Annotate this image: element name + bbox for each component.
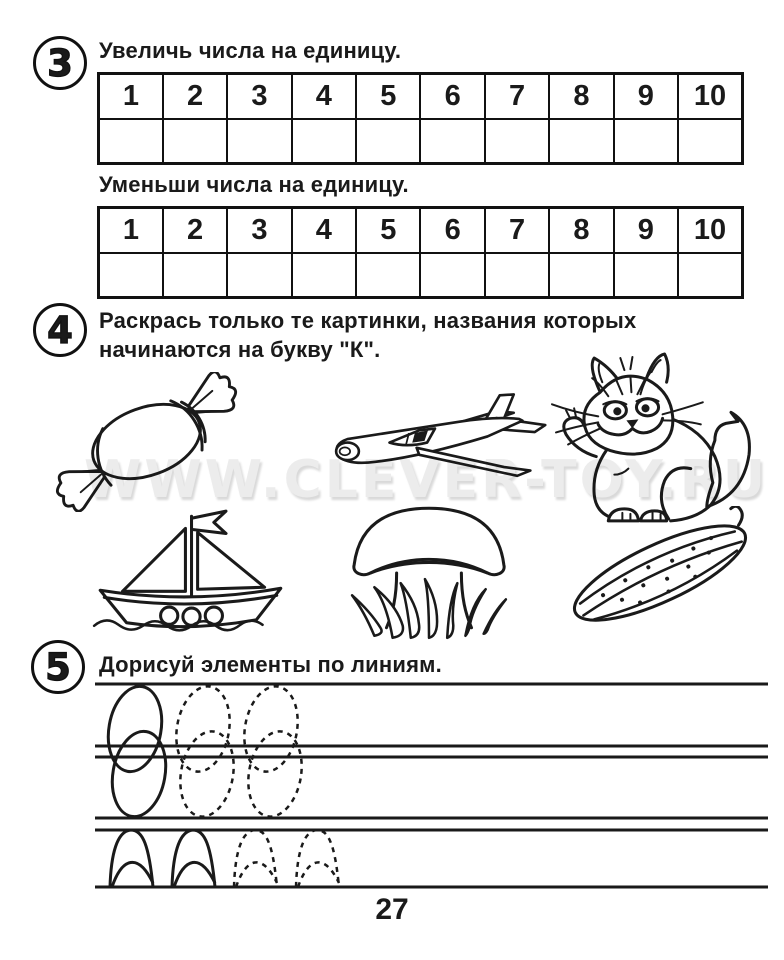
answer-row [99, 253, 743, 298]
number-cell: 7 [485, 208, 549, 253]
number-cell: 2 [163, 208, 227, 253]
answer-cell[interactable] [99, 253, 163, 298]
answer-cell[interactable] [163, 119, 227, 164]
solid-arch-element [172, 830, 215, 887]
number-cell: 2 [163, 74, 227, 119]
number-row [99, 208, 743, 253]
number-cell: 10 [678, 74, 742, 119]
solid-oval-element [102, 682, 172, 821]
answer-row [99, 119, 743, 164]
numbers-table-increase [97, 72, 744, 165]
answer-cell[interactable] [99, 119, 163, 164]
number-cell: 9 [614, 74, 678, 119]
number-cell: 5 [356, 74, 420, 119]
number-row [99, 74, 743, 119]
number-cell: 8 [549, 208, 613, 253]
number-cell: 10 [678, 208, 742, 253]
answer-cell[interactable] [292, 119, 356, 164]
answer-cell[interactable] [356, 253, 420, 298]
task3-badge [33, 36, 87, 90]
task5-number: 5 [45, 645, 71, 689]
answer-cell[interactable] [292, 253, 356, 298]
task4-instruction-line2: начинаются на букву "К". [99, 337, 381, 362]
ruled-lines [95, 684, 768, 887]
number-cell: 6 [420, 208, 484, 253]
answer-cell[interactable] [485, 119, 549, 164]
mushroom-picture[interactable] [344, 498, 514, 640]
cucumber-picture[interactable] [556, 506, 764, 636]
answer-cell[interactable] [678, 253, 742, 298]
answer-cell[interactable] [356, 119, 420, 164]
dashed-arch-element[interactable] [296, 830, 339, 887]
number-cell: 6 [420, 74, 484, 119]
number-cell: 8 [549, 74, 613, 119]
task3-number: 3 [47, 41, 73, 85]
answer-cell[interactable] [227, 119, 291, 164]
number-cell: 5 [356, 208, 420, 253]
boat-picture[interactable] [86, 506, 294, 633]
number-cell: 1 [99, 74, 163, 119]
answer-cell[interactable] [614, 253, 678, 298]
number-cell: 3 [227, 208, 291, 253]
answer-cell[interactable] [549, 253, 613, 298]
solid-arch-element [110, 830, 153, 887]
task5-instruction: Дорисуй элементы по линиям. [99, 652, 442, 677]
answer-cell[interactable] [485, 253, 549, 298]
dashed-oval-element[interactable] [238, 682, 308, 821]
number-cell: 4 [292, 74, 356, 119]
number-cell: 1 [99, 208, 163, 253]
answer-cell[interactable] [678, 119, 742, 164]
answer-cell[interactable] [549, 119, 613, 164]
task4-badge [33, 303, 87, 357]
task3-instruction-increase: Увеличь числа на единицу. [99, 38, 402, 63]
answer-cell[interactable] [163, 253, 227, 298]
answer-cell[interactable] [614, 119, 678, 164]
dashed-arch-element[interactable] [234, 830, 277, 887]
number-cell: 9 [614, 208, 678, 253]
answer-cell[interactable] [420, 119, 484, 164]
answer-cell[interactable] [227, 253, 291, 298]
task4-number: 4 [47, 308, 73, 352]
number-cell: 4 [292, 208, 356, 253]
number-cell: 3 [227, 74, 291, 119]
page-number: 27 [375, 893, 409, 926]
number-cell: 7 [485, 74, 549, 119]
numbers-table-decrease [97, 206, 744, 299]
tracing-area[interactable] [0, 678, 784, 900]
site-watermark: WWW.CLEVER-TOY.RU [84, 450, 769, 510]
task3-instruction-decrease: Уменьши числа на единицу. [99, 172, 409, 197]
dashed-oval-element[interactable] [170, 682, 240, 821]
task4-instruction-line1: Раскрась только те картинки, названия которых [99, 308, 637, 333]
answer-cell[interactable] [420, 253, 484, 298]
